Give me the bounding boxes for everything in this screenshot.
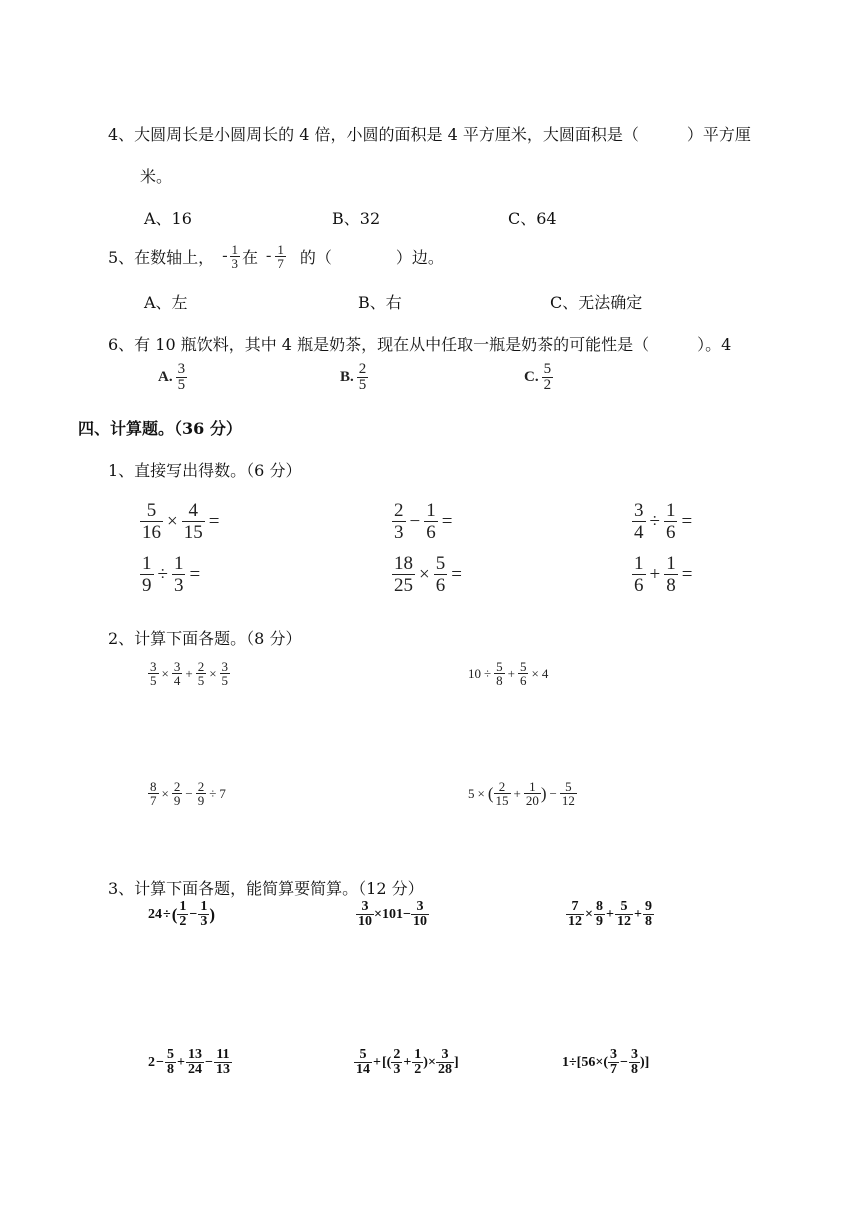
q5-suffix: 的（ ）边。 bbox=[299, 247, 444, 267]
q4-option-b: B、32 bbox=[332, 209, 381, 228]
part3-expr-6: 1÷[56×( $\frac{3}{7}$ − $\frac{3}{8}$ )] bbox=[562, 1047, 650, 1077]
q5-minus-1: - bbox=[222, 247, 228, 264]
part3-expr-4: 2 − $\frac{5}{8}$ + $\frac{13}{24}$ − $\frac{11}{13}$ bbox=[148, 1047, 230, 1077]
part2-title: 2、计算下面各题。（8 分） bbox=[108, 629, 302, 648]
q4-line1: 4、大圆周长是小圆周长的 4 倍，小圆的面积是 4 平方厘米，大圆面积是（ ）平方厘 bbox=[108, 125, 751, 144]
q6-option-a: A. $\frac{3}{5}$ bbox=[158, 361, 186, 393]
part3-expr-3: $\frac{7}{12}$ × $\frac{8}{9}$ + $\frac{5}{12}$ + $\frac{9}{8}$ bbox=[568, 899, 652, 929]
q6-option-c: C. $\frac{5}{2}$ bbox=[524, 361, 552, 393]
q5-prefix: 5、在数轴上， bbox=[108, 247, 215, 267]
part3-title: 3、计算下面各题，能简算要简算。（12 分） bbox=[108, 879, 424, 898]
q5-mid: 在 bbox=[242, 247, 259, 267]
part2-expr-3: $\frac{8}{7}$ × $\frac{2}{9}$ − $\frac{2}{9}$ ÷ 7 bbox=[150, 779, 226, 808]
q5-fraction-2: $\frac{1}{7}$ bbox=[277, 241, 284, 271]
q5-option-b: B、右 bbox=[358, 293, 402, 312]
part1-expr-6: $\frac{1}{6}$ + $\frac{1}{8}$ = bbox=[634, 553, 693, 596]
part2-expr-4: 5 × ( $\frac{2}{15}$ + $\frac{1}{20}$ ) − $\frac{5}{12}$ bbox=[468, 779, 575, 808]
part2-expr-1: $\frac{3}{5}$ × $\frac{3}{4}$ + $\frac{2}{5}$ × $\frac{3}{5}$ bbox=[150, 659, 229, 688]
q5-minus-2: - bbox=[266, 247, 272, 264]
part1-expr-3: $\frac{3}{4}$ ÷ $\frac{1}{6}$ = bbox=[634, 500, 693, 543]
part2-expr-2: 10 ÷ $\frac{5}{8}$ + $\frac{5}{6}$ × 4 bbox=[468, 659, 549, 688]
q4-option-c: C、64 bbox=[508, 209, 557, 228]
part1-title: 1、直接写出得数。（6 分） bbox=[108, 461, 302, 480]
part1-expr-2: $\frac{2}{3}$ − $\frac{1}{6}$ = bbox=[394, 500, 453, 543]
part1-expr-5: $\frac{18}{25}$ × $\frac{5}{6}$ = bbox=[394, 553, 462, 596]
q5-fraction-1: $\frac{1}{3}$ bbox=[231, 241, 239, 271]
q5-stem bbox=[108, 236, 444, 276]
q4-line2: 米。 bbox=[140, 167, 173, 186]
q5-option-a: A、左 bbox=[144, 293, 188, 312]
part1-expr-1: $\frac{5}{16}$ × $\frac{4}{15}$ = bbox=[142, 500, 220, 543]
part3-expr-2: $\frac{3}{10}$ ×101− $\frac{3}{10}$ bbox=[358, 899, 427, 929]
q5-option-c: C、无法确定 bbox=[550, 293, 643, 312]
part3-expr-1: 24 ÷ ( $\frac{1}{2}$ − $\frac{1}{3}$ ) bbox=[148, 899, 216, 929]
q6-stem: 6、有 10 瓶饮料，其中 4 瓶是奶茶，现在从中任取一瓶是奶茶的可能性是（ ）。4 bbox=[108, 335, 732, 354]
q4-option-a: A、16 bbox=[144, 209, 192, 228]
q6-option-b: B. $\frac{2}{5}$ bbox=[340, 361, 367, 393]
part1-expr-4: $\frac{1}{9}$ ÷ $\frac{1}{3}$ = bbox=[142, 553, 201, 596]
part3-expr-5: $\frac{5}{14}$ + [( $\frac{2}{3}$ + $\frac{1}{2}$ )× $\frac{3}{28}$ ] bbox=[356, 1047, 459, 1077]
section-4-title: 四、计算题。（36 分） bbox=[78, 419, 242, 438]
